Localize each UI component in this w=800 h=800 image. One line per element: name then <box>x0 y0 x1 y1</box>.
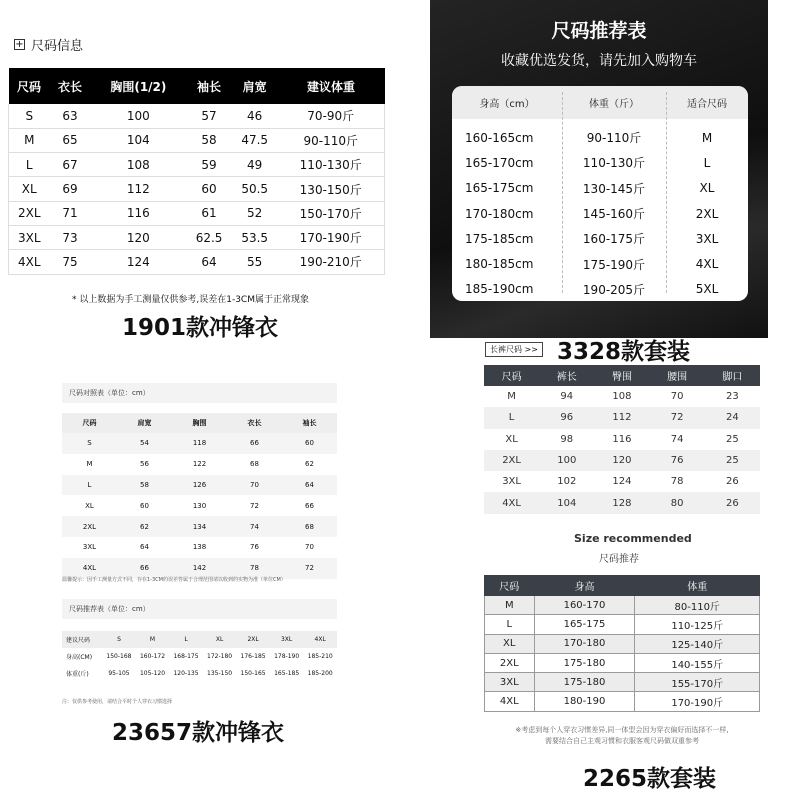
panel-3328 <box>430 0 768 338</box>
table-cell: 74 <box>227 516 282 537</box>
card-header <box>452 86 748 119</box>
table-cell: 47.5 <box>232 128 278 152</box>
table-cell: 110-125斤 <box>635 615 760 634</box>
table-cell: 3XL <box>695 231 719 246</box>
table-cell: M <box>701 130 713 145</box>
table-cell: 120 <box>91 225 187 249</box>
table-cell: 64 <box>282 475 337 496</box>
table-cell: 160-170 <box>534 596 635 615</box>
table-cell: 24 <box>705 407 760 428</box>
table-cell: XL <box>9 177 50 201</box>
table-cell: 90-110斤 <box>277 128 384 152</box>
table-cell: 142 <box>172 558 227 579</box>
table-cell: 102 <box>557 476 577 488</box>
table-cell: 145-160斤 <box>582 207 646 222</box>
caption-3328: 3328款套装 <box>557 339 691 365</box>
table-cell: 71 <box>50 201 91 225</box>
column-header: 尺码 <box>484 365 539 386</box>
size-recommend-card <box>452 86 748 301</box>
table-cell: 124 <box>612 476 632 488</box>
note-2265-line2: 需要结合自己主观习惯和衣服客观尺码做双重参考 <box>545 737 699 745</box>
table-cell: 60 <box>282 433 337 454</box>
column-header: 身高 <box>534 576 635 596</box>
table-cell: 2XL <box>485 653 535 672</box>
table-row <box>62 495 337 516</box>
recommend-table <box>62 631 337 682</box>
plus-box-icon: + <box>15 39 24 50</box>
table-cell: 78 <box>227 558 282 579</box>
table-cell: 134 <box>172 516 227 537</box>
table-cell: XL <box>505 433 518 445</box>
table-cell: 100 <box>91 104 187 128</box>
table-row <box>484 386 760 407</box>
table-cell: 172-180 <box>207 653 233 660</box>
table-row <box>485 615 760 634</box>
column-header: 身高（cm） <box>479 99 535 110</box>
table-cell: 98 <box>560 433 574 445</box>
table-cell: 25 <box>705 450 760 471</box>
column-header: 肩宽 <box>232 68 278 104</box>
table-cell: 105-120 <box>139 670 166 677</box>
table-cell: 65 <box>50 128 91 152</box>
column-header: 尺码 <box>9 68 50 104</box>
table-cell: 4XL <box>9 250 50 274</box>
table-cell: 69 <box>50 177 91 201</box>
table-cell: 23 <box>726 391 739 403</box>
table-cell: 3XL <box>502 476 521 488</box>
table-cell: 62 <box>117 516 172 537</box>
table-cell: 160-172 <box>139 653 166 660</box>
table-cell: 78 <box>670 476 684 488</box>
table-cell: 185-200 <box>307 670 333 677</box>
table-cell: 130-145斤 <box>582 181 646 196</box>
table-cell: 4XL <box>62 558 117 579</box>
table-cell: 70-90斤 <box>277 104 384 128</box>
table-cell: 58 <box>117 475 172 496</box>
table-cell: 体重(斤) <box>66 671 89 678</box>
table-cell: 61 <box>186 201 232 225</box>
column-header: 建议体重 <box>277 68 384 104</box>
table-row <box>9 250 385 274</box>
table-cell: 112 <box>594 407 649 428</box>
table-cell: 175-180 <box>534 653 635 672</box>
table-cell: 2XL <box>236 631 270 648</box>
table-row <box>62 454 337 475</box>
table-row <box>452 176 748 201</box>
table-cell: 3XL <box>82 543 97 552</box>
column-header: 适合尺码 <box>687 99 727 110</box>
table-cell: 110-130斤 <box>277 153 384 177</box>
table-cell: 168-175 <box>173 653 199 660</box>
table-row <box>452 150 748 175</box>
table-cell: 104 <box>539 492 594 513</box>
table-cell: 165-175cm <box>465 181 534 196</box>
table-cell: 175-185cm <box>465 231 534 246</box>
tip-2: 注：仅供参考使用，请结合平时个人穿衣习惯选择 <box>62 699 173 705</box>
size-table-2265 <box>484 575 760 712</box>
table-row <box>62 516 337 537</box>
table-row <box>485 596 760 615</box>
table-cell: 70 <box>227 475 282 496</box>
table-cell: 94 <box>560 391 574 403</box>
table-cell: 68 <box>282 516 337 537</box>
column-header: 体重（斤） <box>589 99 639 110</box>
column-header: 腰围 <box>650 365 705 386</box>
table-cell: 60 <box>186 177 232 201</box>
table-cell: 46 <box>232 104 278 128</box>
table-cell: 66 <box>227 433 282 454</box>
table-cell: 72 <box>282 558 337 579</box>
column-header: 肩宽 <box>117 413 172 433</box>
table-cell: 50.5 <box>232 177 278 201</box>
card-body <box>452 119 748 301</box>
table-cell: 104 <box>91 128 187 152</box>
table-cell: L <box>169 631 203 648</box>
table-cell: 180-190 <box>534 692 635 711</box>
table-row <box>9 153 385 177</box>
table-cell: 76 <box>250 543 259 552</box>
size-recommended-cn: 尺码推荐 <box>599 554 639 565</box>
table-cell: 80-110斤 <box>635 596 760 615</box>
table-cell: 122 <box>192 460 207 469</box>
size-info-title: 尺码信息 <box>31 39 84 54</box>
column-header: 袖长 <box>282 413 337 433</box>
table-cell: 53.5 <box>232 225 278 249</box>
table-row <box>452 277 748 301</box>
table-row <box>485 634 760 653</box>
table-cell: M <box>136 631 170 648</box>
table-cell: 160-175斤 <box>582 232 646 247</box>
table-cell: 130-150斤 <box>277 177 384 201</box>
table-row <box>485 673 760 692</box>
table-cell: XL <box>485 634 535 653</box>
table-cell: 116 <box>612 433 632 445</box>
column-header: 衣长 <box>50 68 91 104</box>
table-cell: 120-135 <box>173 670 199 677</box>
table-cell: XL <box>699 181 715 196</box>
table-cell: 25 <box>726 433 739 445</box>
table-cell: 135-150 <box>207 670 233 677</box>
table-cell: 178-190 <box>274 653 300 660</box>
table-row <box>62 631 337 648</box>
table-cell: 140-155斤 <box>635 653 760 672</box>
table-row <box>62 537 337 558</box>
table-cell: L <box>62 475 117 496</box>
table-cell: 126 <box>172 475 227 496</box>
table-cell: 190-205斤 <box>582 282 646 297</box>
table-cell: S <box>9 104 50 128</box>
table-cell: 75 <box>50 250 91 274</box>
table-cell: 26 <box>726 476 739 488</box>
column-header: 胸围 <box>172 413 227 433</box>
table-cell: L <box>484 407 539 428</box>
table-row <box>9 128 385 152</box>
column-header: 尺码 <box>485 576 535 596</box>
table-cell: 190-210斤 <box>277 250 384 274</box>
table-cell: 2XL <box>62 516 117 537</box>
panel-1901 <box>0 0 420 345</box>
table-cell: 4XL <box>485 692 535 711</box>
table-cell: 26 <box>705 492 760 513</box>
size-recommended-en: Size recommended <box>574 532 692 545</box>
compare-table <box>62 413 337 579</box>
table-row <box>484 450 760 471</box>
table-row <box>9 177 385 201</box>
table-row <box>452 251 748 276</box>
compare-table-title: 尺码对照表（单位：cm） <box>62 383 337 403</box>
table-cell: 2XL <box>695 206 719 221</box>
size-info-header <box>14 35 83 54</box>
table-header-row <box>62 413 337 433</box>
table-cell: S <box>102 631 136 648</box>
table-cell: 108 <box>91 153 187 177</box>
table-row <box>484 429 760 450</box>
table-cell: 96 <box>539 407 594 428</box>
table-cell: 66 <box>305 501 314 510</box>
table-cell: L <box>485 615 535 634</box>
table-cell: L <box>9 153 50 177</box>
table-cell: 5XL <box>695 282 719 297</box>
note-2265-line1: ※考虑到每个人穿衣习惯差异,同一体型会因为穿衣偏好而选择不一样, <box>515 726 729 734</box>
table-cell: 170-190斤 <box>277 225 384 249</box>
table-cell: 63 <box>50 104 91 128</box>
table-cell: 建议尺码 <box>62 631 102 648</box>
table-cell: 3XL <box>270 631 304 648</box>
table-cell: 72 <box>250 501 259 510</box>
table-row <box>485 653 760 672</box>
table-row <box>62 475 337 496</box>
size-table-1901 <box>8 68 385 275</box>
column-header: 衣长 <box>227 413 282 433</box>
table-cell: 170-180 <box>534 634 635 653</box>
table-cell: 108 <box>612 391 632 403</box>
table-cell: 116 <box>91 201 187 225</box>
table-row <box>452 125 748 150</box>
table-cell: L <box>703 155 711 170</box>
table-row <box>484 492 760 513</box>
table-cell: 185-210 <box>307 653 333 660</box>
table-cell: 130 <box>192 501 207 510</box>
column-header: 体重 <box>635 576 760 596</box>
table-cell: 100 <box>539 450 594 471</box>
caption-2265: 2265款套装 <box>583 766 717 792</box>
note-2265 <box>484 725 760 747</box>
table-cell: 66 <box>117 558 172 579</box>
table-row <box>9 104 385 128</box>
table-cell: 2XL <box>9 201 50 225</box>
table-row <box>484 407 760 428</box>
table-cell: 54 <box>117 433 172 454</box>
table-cell: 76 <box>650 450 705 471</box>
table-cell: 62.5 <box>186 225 232 249</box>
recommend-table-title: 尺码推荐表（单位：cm） <box>62 599 337 619</box>
table-cell: 118 <box>172 433 227 454</box>
table-cell: 72 <box>650 407 705 428</box>
table-cell: 55 <box>232 250 278 274</box>
table-cell: 64 <box>140 543 149 552</box>
table-cell: 57 <box>186 104 232 128</box>
table-row <box>485 692 760 711</box>
table-cell: 185-190cm <box>465 282 534 297</box>
table-cell: 110-130斤 <box>582 156 646 171</box>
table-cell: 52 <box>232 201 278 225</box>
table-cell: 170-190斤 <box>635 692 760 711</box>
caption-23657: 23657款冲锋衣 <box>112 720 285 746</box>
table-cell: 165-170cm <box>465 155 534 170</box>
table-cell: M <box>485 596 535 615</box>
table-cell: 58 <box>186 128 232 152</box>
table-cell: 176-185 <box>240 653 266 660</box>
pants-size-tag: 长裤尺码 >> <box>485 342 543 357</box>
table-cell: 4XL <box>695 257 719 272</box>
column-header: 袖长 <box>186 68 232 104</box>
table-cell: 62 <box>305 460 314 469</box>
table-cell: 175-180 <box>534 673 635 692</box>
measure-note: * 以上数据为手工测量仅供参考,误差在1-3CM属于正常现象 <box>72 295 309 305</box>
table-cell: 60 <box>140 501 149 510</box>
table-cell: 125-140斤 <box>635 634 760 653</box>
table-row <box>62 648 337 665</box>
table-cell: 4XL <box>484 492 539 513</box>
table-cell: 124 <box>91 250 187 274</box>
column-header: 臀围 <box>594 365 649 386</box>
table-cell: XL <box>203 631 237 648</box>
table-cell: 128 <box>594 492 649 513</box>
caption-1901: 1901款冲锋衣 <box>122 315 279 341</box>
panel-23657 <box>62 383 337 713</box>
table-cell: 64 <box>186 250 232 274</box>
table-cell: 74 <box>670 433 684 445</box>
column-header: 尺码 <box>62 413 117 433</box>
table-cell: 150-165 <box>240 670 266 677</box>
table-cell: 2XL <box>484 450 539 471</box>
table-cell: 67 <box>50 153 91 177</box>
size-recommend-subtitle: 收藏优选发货，请先加入购物车 <box>501 53 697 69</box>
table-cell: 49 <box>232 153 278 177</box>
table-row <box>62 665 337 682</box>
table-cell: 身高(CM) <box>66 654 93 661</box>
table-row <box>9 201 385 225</box>
table-cell: 138 <box>192 543 207 552</box>
tip-1: 温馨提示：因手工测量方式不同，存在1-3CM的误差答属于合理范围请以收到的实物为准（单位CM） <box>62 577 286 583</box>
table-cell: 3XL <box>9 225 50 249</box>
table-cell: 160-165cm <box>465 130 534 145</box>
column-header: 胸围(1/2) <box>91 68 187 104</box>
table-cell: 170-180cm <box>465 206 534 221</box>
table-row <box>9 225 385 249</box>
column-header: 脚口 <box>705 365 760 386</box>
table-cell: 4XL <box>303 631 337 648</box>
column-header: 裤长 <box>539 365 594 386</box>
table-cell: 150-168 <box>106 653 132 660</box>
table-cell: XL <box>85 501 94 510</box>
table-row <box>452 201 748 226</box>
table-cell: 165-175 <box>534 615 635 634</box>
size-recommend-title: 尺码推荐表 <box>551 20 647 42</box>
table-cell: 70 <box>670 391 684 403</box>
table-cell: S <box>62 433 117 454</box>
table-cell: 68 <box>250 460 259 469</box>
table-cell: 80 <box>650 492 705 513</box>
table-cell: 150-170斤 <box>277 201 384 225</box>
table-cell: 180-185cm <box>465 257 534 272</box>
table-cell: 59 <box>186 153 232 177</box>
table-row <box>484 471 760 492</box>
table-cell: 73 <box>50 225 91 249</box>
table-cell: 95-105 <box>108 670 130 677</box>
table-row <box>62 433 337 454</box>
table-cell: 120 <box>594 450 649 471</box>
table-cell: 56 <box>140 460 149 469</box>
table-cell: 112 <box>91 177 187 201</box>
table-cell: M <box>9 128 50 152</box>
table-cell: 175-190斤 <box>582 257 646 272</box>
table-cell: M <box>86 460 93 469</box>
table-cell: 155-170斤 <box>635 673 760 692</box>
table-row <box>452 226 748 251</box>
table-cell: 90-110斤 <box>586 131 642 146</box>
table-cell: 165-185 <box>274 670 300 677</box>
table-cell: M <box>507 391 516 403</box>
pants-size-table <box>484 365 760 514</box>
table-cell: 3XL <box>485 673 535 692</box>
table-cell: 70 <box>305 543 314 552</box>
